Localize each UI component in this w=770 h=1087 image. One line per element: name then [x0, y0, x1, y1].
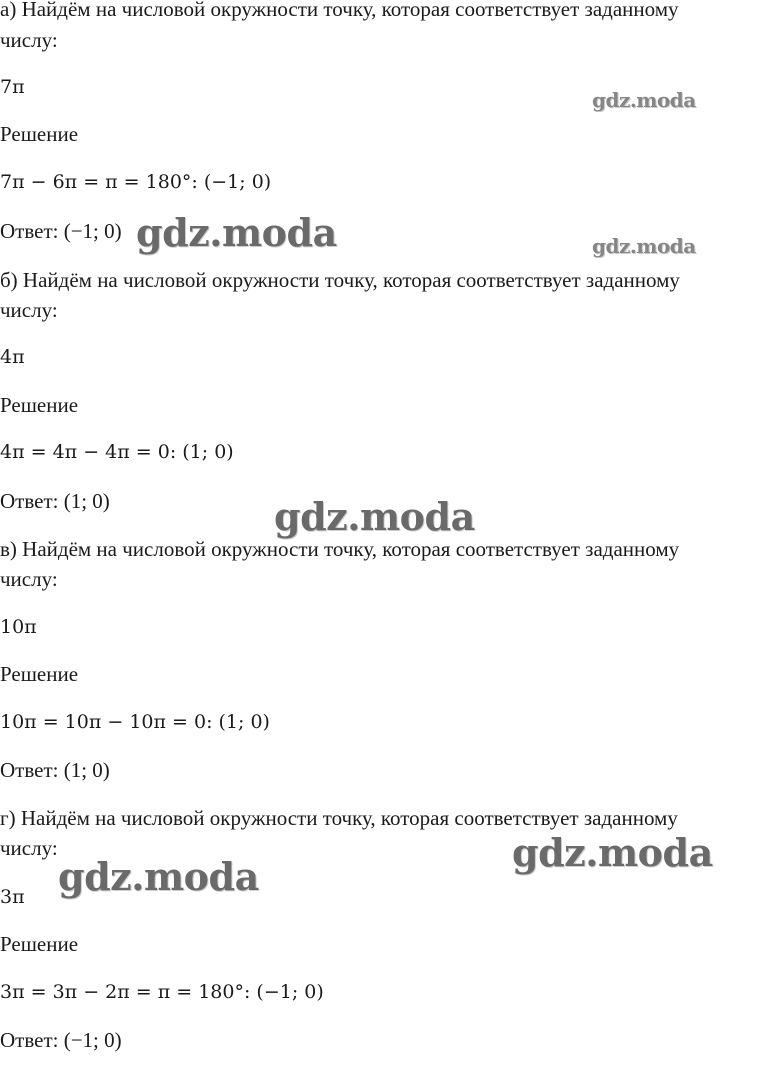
task-a-answer: Ответ: (−1; 0)	[0, 219, 122, 243]
watermark: gdz.moda	[136, 210, 337, 255]
task-c-solution: 10π = 10π − 10π = 0: (1; 0)	[0, 711, 270, 733]
task-b-statement-line2: числу:	[0, 298, 58, 322]
watermark: gdz.moda	[592, 234, 696, 258]
task-a-statement-line2: числу:	[0, 28, 58, 52]
task-a-solution: 7π − 6π = π = 180°: (−1; 0)	[0, 171, 272, 193]
task-d-solution-label: Решение	[0, 932, 79, 956]
task-c-answer: Ответ: (1; 0)	[0, 758, 110, 782]
watermark: gdz.moda	[274, 494, 475, 539]
task-a-statement-line1: а) Найдём на числовой окружности точку, которая соответствует заданному	[0, 0, 679, 21]
task-d-solution: 3π = 3π − 2π = π = 180°: (−1; 0)	[0, 981, 324, 1003]
task-c-solution-label: Решение	[0, 662, 79, 686]
task-d-answer: Ответ: (−1; 0)	[0, 1028, 122, 1052]
task-b-statement-line1: б) Найдём на числовой окружности точку, которая соответствует заданному	[0, 268, 680, 292]
watermark: gdz.moda	[512, 830, 713, 875]
task-b-solution: 4π = 4π − 4π = 0: (1; 0)	[0, 441, 234, 463]
task-b-answer: Ответ: (1; 0)	[0, 489, 110, 513]
task-d-statement-line2: числу:	[0, 836, 58, 860]
watermark: gdz.moda	[58, 854, 259, 899]
task-b-solution-label: Решение	[0, 393, 79, 417]
task-c-statement-line2: числу:	[0, 567, 58, 591]
task-d-statement-line1: г) Найдём на числовой окружности точку, которая соответствует заданному	[0, 806, 678, 830]
task-b-number: 4π	[0, 346, 25, 368]
task-c-statement-line1: в) Найдём на числовой окружности точку, которая соответствует заданному	[0, 537, 680, 561]
watermark: gdz.moda	[592, 88, 696, 112]
task-d-number: 3π	[0, 886, 25, 908]
task-a-solution-label: Решение	[0, 122, 79, 146]
task-c-number: 10π	[0, 616, 37, 638]
task-a-number: 7π	[0, 76, 25, 98]
